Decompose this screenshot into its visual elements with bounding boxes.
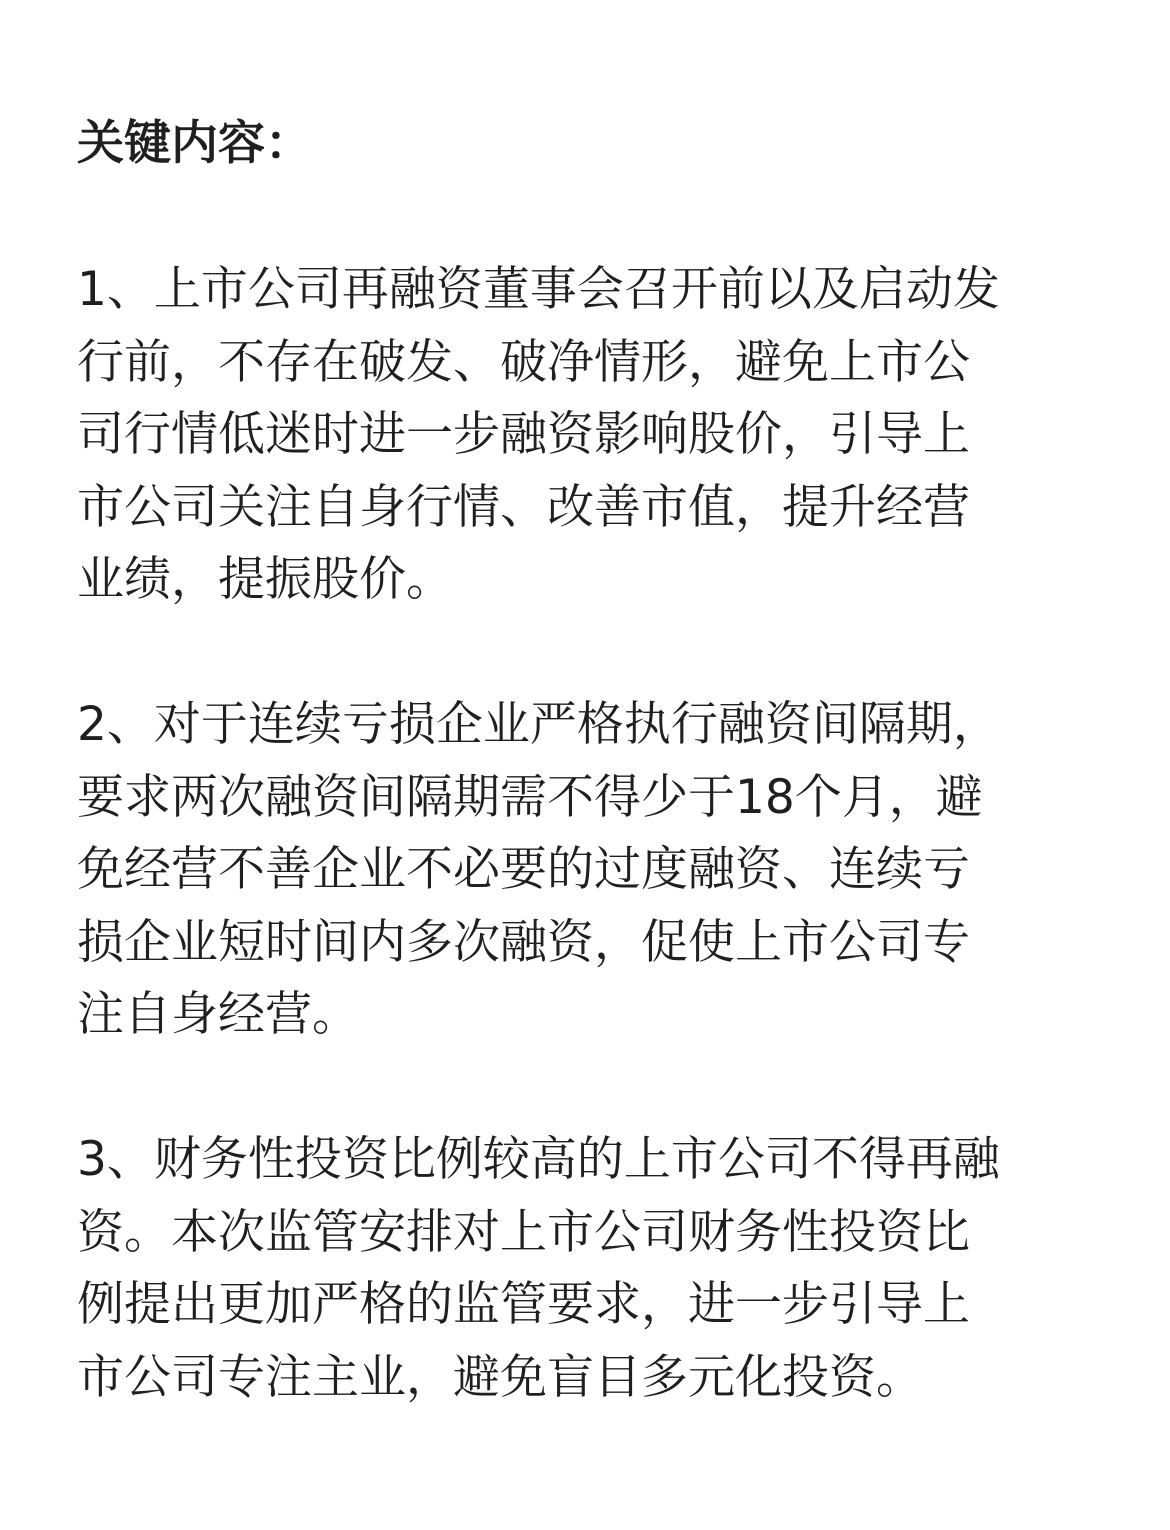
point-paragraph-1 <box>77 254 1107 617</box>
paragraph-line: 行前，不存在破发、破净情形，避免上市公 <box>77 334 970 390</box>
paragraph-line: 1、上市公司再融资董事会召开前以及启动发 <box>77 262 1000 317</box>
paragraph-line: 市公司专注主业，避免盲目多元化投资。 <box>77 1349 923 1405</box>
point-paragraph-3 <box>77 1124 1107 1414</box>
paragraph-line: 损企业短时间内多次融资，促使上市公司专 <box>77 914 970 970</box>
paragraph-line: 市公司关注自身行情、改善市值，提升经营 <box>77 479 970 535</box>
paragraph-line: 免经营不善企业不必要的过度融资、连续亏 <box>77 842 970 897</box>
paragraph-line: 例提出更加严格的监管要求，进一步引导上 <box>77 1277 970 1332</box>
paragraph-line: 业绩，提振股价。 <box>77 552 453 607</box>
paragraph-line: 要求两次融资间隔期需不得少于18个月，避 <box>77 769 983 825</box>
paragraph-line: 司行情低迷时进一步融资影响股价，引导上 <box>77 407 970 462</box>
point-paragraph-2 <box>77 689 1107 1052</box>
paragraph-line: 注自身经营。 <box>77 987 359 1042</box>
paragraph-line: 资。本次监管安排对上市公司财务性投资比 <box>77 1204 970 1260</box>
section-heading: 关键内容： <box>77 116 312 171</box>
paragraph-line: 2、对于连续亏损企业严格执行融资间隔期， <box>77 697 1000 752</box>
paragraph-line: 3、财务性投资比例较高的上市公司不得再融 <box>77 1132 1000 1187</box>
